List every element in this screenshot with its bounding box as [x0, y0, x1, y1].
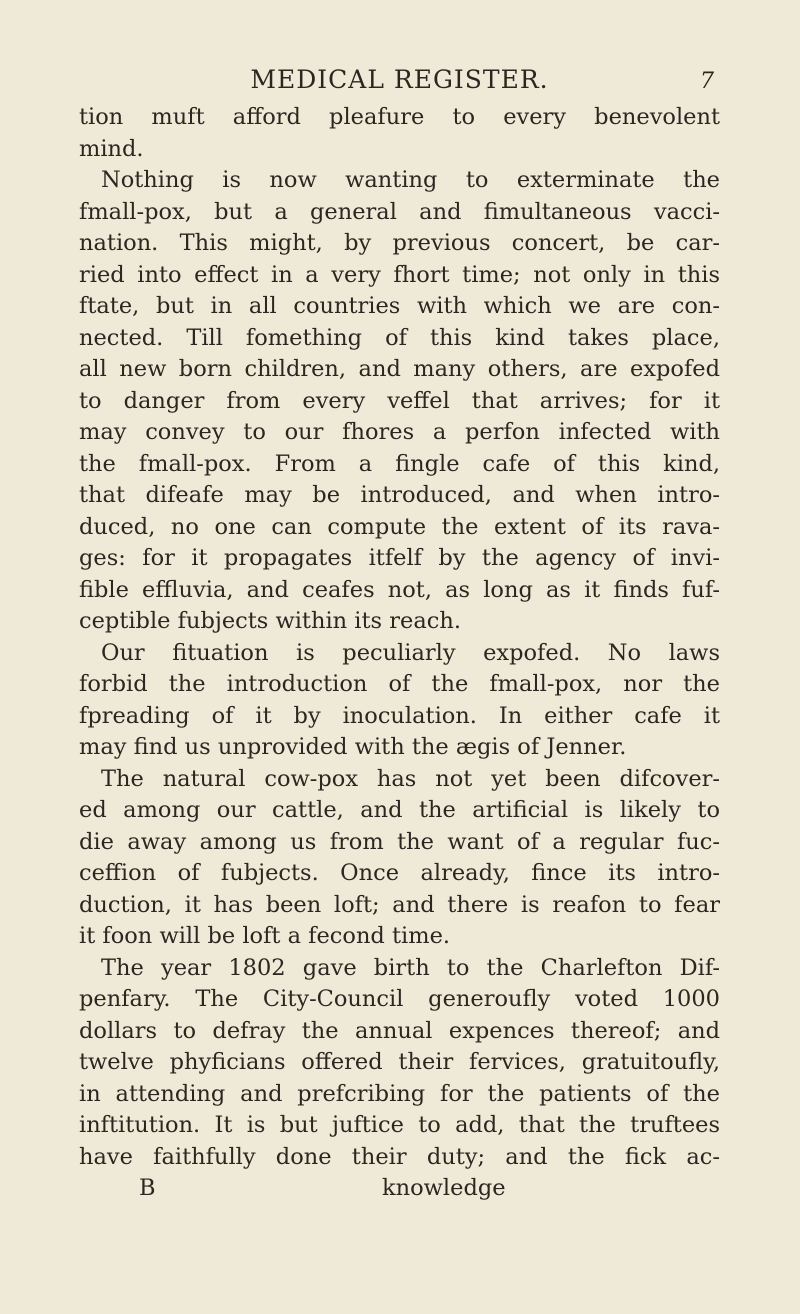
text-line: tion muft afford pleafure to every benevolent	[79, 104, 720, 130]
text-line: that difeafe may be introduced, and when intro-	[79, 482, 720, 508]
page-number: 7	[700, 69, 714, 94]
text-line: may find us unprovided with the ægis of Jenner.	[79, 734, 627, 760]
text-line: die away among us from the want of a regular fuc-	[79, 828, 720, 855]
text-line: ceffion of fubjects. Once already, fince its intro-	[79, 860, 720, 886]
text-line: penfary. The City-Council generoufly voted 1000	[79, 986, 720, 1012]
body-text	[79, 102, 720, 1173]
text-line: fible effluvia, and ceafes not, as long as it finds fuf-	[79, 576, 720, 603]
text-line: ried into effect in a very fhort time; not only in this	[79, 261, 720, 288]
text-line: all new born children, and many others, are expofed	[79, 356, 720, 382]
text-line: may convey to our fhores a perfon infected with	[79, 419, 720, 445]
text-line: duced, no one can compute the extent of its rava-	[79, 513, 720, 540]
text-line: have faithfully done their duty; and the fick ac-	[79, 1143, 720, 1170]
text-line: the fmall-pox. From a fingle cafe of this kind,	[79, 450, 720, 477]
text-line: Our fituation is peculiarly expofed. No laws	[101, 639, 720, 666]
catchline	[79, 1173, 720, 1205]
text-line: nected. Till fomething of this kind takes place,	[79, 324, 720, 351]
text-line: ceptible fubjects within its reach.	[79, 608, 461, 634]
catchword: knowledge	[382, 1175, 506, 1201]
text-line: nation. This might, by previous concert, be car-	[79, 230, 720, 256]
text-line: ges: for it propagates itfelf by the agency of invi-	[79, 545, 720, 571]
running-title: MEDICAL REGISTER.	[250, 65, 549, 94]
text-line: inftitution. It is but juftice to add, that the truftees	[79, 1112, 720, 1138]
text-line: forbid the introduction of the fmall-pox, nor the	[79, 671, 720, 697]
text-line: Nothing is now wanting to exterminate the	[101, 167, 720, 193]
text-line: The natural cow-pox has not yet been difcover-	[101, 765, 720, 792]
text-line: fpreading of it by inoculation. In either cafe it	[79, 702, 720, 729]
text-line: fmall-pox, but a general and fimultaneous vacci-	[79, 198, 720, 225]
text-line: it foon will be loft a fecond time.	[79, 923, 451, 949]
text-line: mind.	[79, 135, 144, 162]
text-line: The year 1802 gave birth to the Charlefton Dif-	[101, 954, 720, 981]
running-head	[79, 60, 720, 100]
text-line: dollars to defray the annual expences thereof; and	[79, 1017, 720, 1044]
text-line: twelve phyficians offered their fervices, gratuitoufly,	[79, 1049, 720, 1075]
text-line: in attending and prefcribing for the patients of the	[79, 1080, 720, 1107]
signature-mark: B	[139, 1175, 156, 1201]
text-line: ed among our cattle, and the artificial is likely to	[79, 797, 720, 823]
text-line: ftate, but in all countries with which we are con-	[79, 293, 720, 319]
text-line: duction, it has been loft; and there is reafon to fear	[79, 891, 720, 918]
text-line: to danger from every veffel that arrives; for it	[79, 387, 720, 414]
